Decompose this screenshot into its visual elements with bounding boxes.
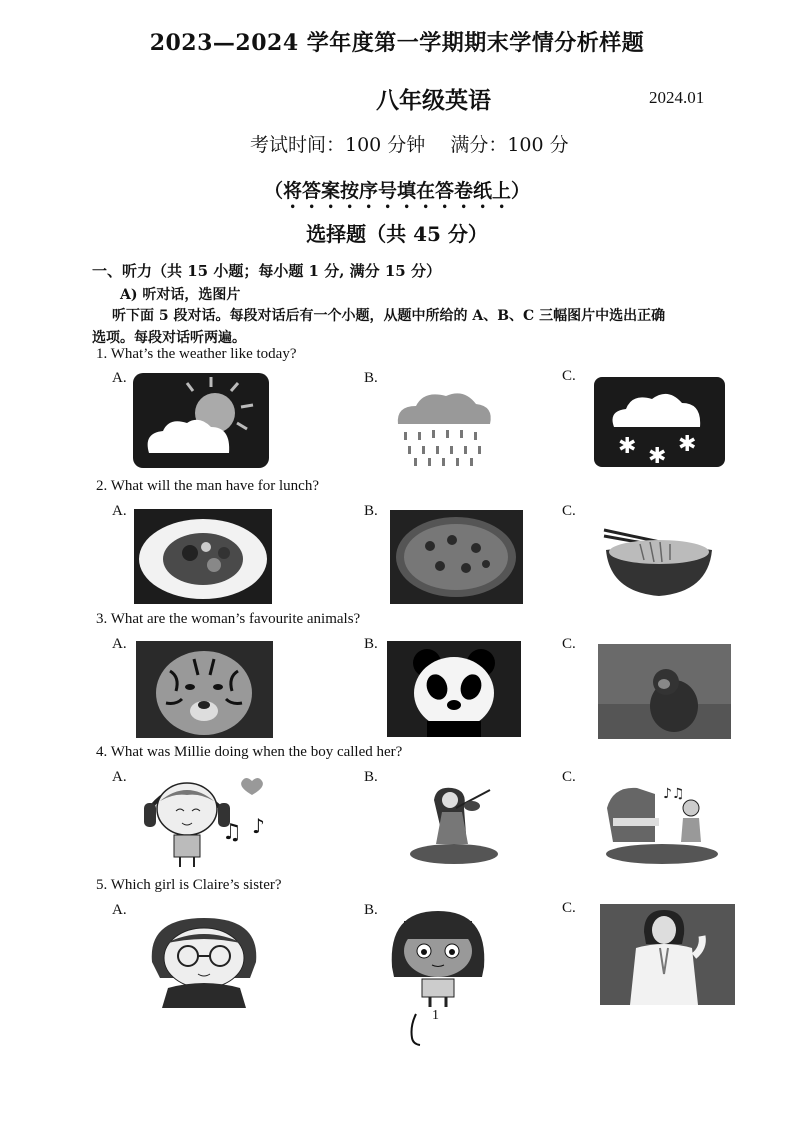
- section-title: 选择题（共 45 分）: [306, 222, 488, 246]
- panda-photo: [387, 641, 521, 737]
- question-5: 5. Which girl is Claire’s sister?: [96, 877, 282, 893]
- q2-option-a: A.: [112, 503, 127, 519]
- page-number: 1: [432, 1008, 439, 1023]
- cloud-rain-icon: [394, 388, 494, 470]
- exam-subtitle: 八年级英语: [376, 87, 491, 114]
- q5-option-c: C.: [562, 900, 576, 916]
- question-2: 2. What will the man have for lunch?: [96, 478, 319, 494]
- tiger-photo: [136, 641, 273, 738]
- q5-option-b: B.: [364, 902, 378, 918]
- exam-title: 2023—2024 学年度第一学期期末学情分析样题: [149, 30, 645, 56]
- q4-option-b: B.: [364, 769, 378, 785]
- cloud-sun-icon: [133, 373, 269, 468]
- cloud-snow-icon: [594, 377, 725, 467]
- part1-heading: 一、听力（共 15 小题；每小题 1 分, 满分 15 分）: [92, 262, 441, 280]
- q1-option-c: C.: [562, 368, 576, 384]
- svg-text:♪: ♪: [252, 814, 265, 838]
- girl-playing-piano: [603, 778, 721, 866]
- exam-date: 2024.01: [649, 88, 705, 107]
- salad-photo: [134, 509, 272, 604]
- q1-option-b: B.: [364, 370, 378, 386]
- q3-option-c: C.: [562, 636, 576, 652]
- q4-option-a: A.: [112, 769, 127, 785]
- svg-text:✱: ✱: [648, 444, 667, 467]
- answer-instruction: （将答案按序号填在答卷纸上）: [263, 180, 530, 202]
- question-4: 4. What was Millie doing when the boy called her?: [96, 744, 403, 760]
- description-line1: 听下面 5 段对话。每段对话后有一个小题，从题中所给的 A、B、C 三幅图片中选出正确: [112, 308, 666, 324]
- q2-option-b: B.: [364, 503, 378, 519]
- q3-option-b: B.: [364, 636, 378, 652]
- monkey-photo: [598, 644, 731, 739]
- svg-text:♫: ♫: [222, 820, 242, 845]
- q4-option-c: C.: [562, 769, 576, 785]
- exam-info: 考试时间：100 分钟 满分：100 分: [250, 134, 569, 156]
- q1-option-a: A.: [112, 370, 127, 386]
- noodles-photo: [600, 520, 718, 600]
- q3-option-a: A.: [112, 636, 127, 652]
- svg-text:♪♫: ♪♫: [663, 786, 685, 802]
- girl-playing-violin: [406, 782, 502, 866]
- girl-with-fringe: [386, 907, 490, 1007]
- svg-text:✱: ✱: [618, 434, 637, 459]
- girl-with-glasses: [142, 912, 268, 1008]
- girl-listening-music: [140, 771, 280, 871]
- svg-text:✱: ✱: [678, 432, 697, 457]
- question-3: 3. What are the woman’s favourite animals?: [96, 611, 361, 627]
- q2-option-c: C.: [562, 503, 576, 519]
- q5-option-a: A.: [112, 902, 127, 918]
- pen-mark: [408, 1012, 422, 1052]
- doctor-woman: [600, 904, 735, 1005]
- question-1: 1. What’s the weather like today?: [96, 346, 297, 362]
- partA-heading: A) 听对话，选图片: [120, 287, 241, 303]
- pizza-photo: [390, 510, 523, 604]
- description-line2: 选项。每段对话听两遍。: [92, 330, 246, 346]
